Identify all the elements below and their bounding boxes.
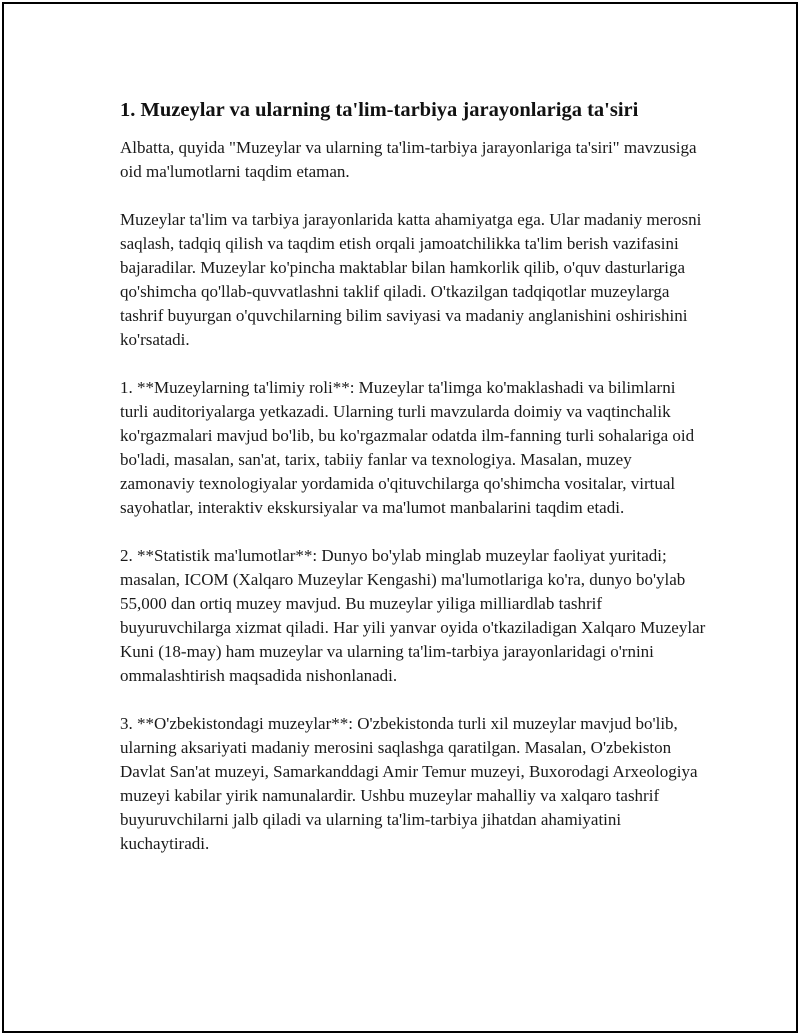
uzbekistan-museums-paragraph: 3. **O'zbekistondagi muzeylar**: O'zbekistonda turli xil muzeylar mavjud bo'lib, ularning aksariyati madaniy merosini saqlashga qaratilgan. Masalan, O'zbekiston Davlat San'at muzeyi, Samarkanddagi Amir Temur muzeyi, Buxorodagi Arxeologiya muzeyi kabilar yirik namunalardir. Ushbu muzeylar mahalliy va xalqaro tashrif buyuruvchilarni jalb qiladi va ularning ta'lim-tarbiya jihatdan ahamiyatini kuchaytiradi. [120, 714, 698, 853]
overview-paragraph: Muzeylar ta'lim va tarbiya jarayonlarida katta ahamiyatga ega. Ular madaniy merosni saqlash, tadqiq qilish va taqdim etish orqali jamoatchilikka ta'lim berish vazifasini bajaradilar. Muzeylar ko'pincha maktablar bilan hamkorlik qilib, o'quv dasturlariga qo'shimcha qo'llab-quvvatlashni taklif qiladi. O'tkazilgan tadqiqotlar muzeylarga tashrif buyurgan o'quvchilarning bilim saviyasi va madaniy anglanishini oshirishini ko'rsatadi. [120, 210, 702, 349]
document-page [2, 2, 798, 1033]
statistics-paragraph: 2. **Statistik ma'lumotlar**: Dunyo bo'ylab minglab muzeylar faoliyat yuritadi; masalan, ICOM (Xalqaro Muzeylar Kengashi) ma'lumotlariga ko'ra, dunyo bo'ylab 55,000 dan ortiq muzey mavjud. Bu muzeylar yiliga milliardlab tashrif buyuruvchilarga xizmat qiladi. Har yili yanvar oyida o'tkaziladigan Xalqaro Muzeylar Kuni (18-may) ham muzeylar va ularning ta'lim-tarbiya jarayonlaridagi o'rnini ommalashtirish maqsadida nishonlanadi. [120, 546, 706, 685]
document-title: 1. Muzeylar va ularning ta'lim-tarbiya jarayonlariga ta'siri [120, 99, 639, 121]
intro-paragraph: Albatta, quyida "Muzeylar va ularning ta'lim-tarbiya jarayonlariga ta'siri" mavzusiga oid ma'lumotlarni taqdim etaman. [120, 138, 697, 181]
document-body [120, 96, 706, 856]
educational-role-paragraph: 1. **Muzeylarning ta'limiy roli**: Muzeylar ta'limga ko'maklashadi va bilimlarni turli auditoriyalarga yetkazadi. Ularning turli mavzularda doimiy va vaqtinchalik ko'rgazmalari mavjud bo'lib, bu ko'rgazmalar odatda ilm-fanning turli sohalariga oid bo'ladi, masalan, san'at, tarix, tabiiy fanlar va texnologiya. Masalan, muzey zamonaviy texnologiyalar yordamida o'qituvchilarga qo'shimcha vositalar, virtual sayohatlar, interaktiv ekskursiyalar va ma'lumot manbalarini taqdim etadi. [120, 378, 695, 517]
